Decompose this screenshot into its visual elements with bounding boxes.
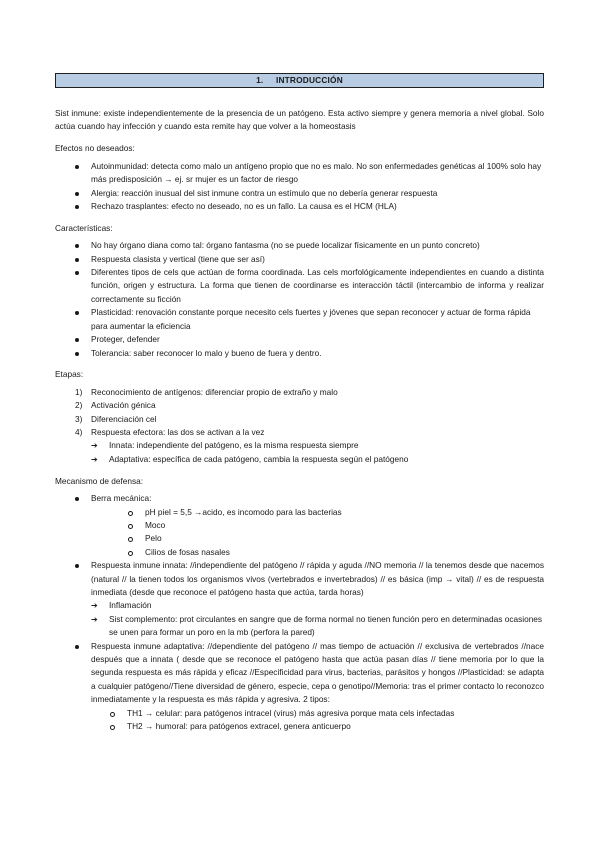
list-item: Plasticidad: renovación constante porque necesito cels fuertes y jóvenes que sepan reconocer y actuar de forma rápida para aumentar la eficiencia (55, 306, 544, 333)
arrow-item: ➔ Adaptativa: específica de cada patógeno, cambia la respuesta según el patógeno (91, 453, 544, 466)
list-item (55, 399, 544, 412)
list-item (55, 386, 544, 399)
barrera-label: Berra mecánica: (91, 493, 152, 504)
efectos-list (55, 160, 544, 214)
sub-item: pH piel = 5,5 →acido, es incomodo para las bacterias (127, 506, 544, 519)
list-item (55, 640, 544, 734)
list-item (55, 559, 544, 639)
list-item: Diferentes tipos de cels que actúan de forma coordinada. Las cels morfológicamente independientes en cuando a distinta función, origen y estructura. La forma que tienen de coordinarse es interacción táctil (intercambio de informa y realizar correctamente su ficción (55, 266, 544, 306)
adaptativa-text: Respuesta inmune adaptativa: //dependiente del patógeno // mas tiempo de actuación // exclusiva de vertebrados //nace después que a innata ( desde que se reconoce el patógeno hasta que actúa pasan días // tiene memoria por lo que la segunda respuesta es más rápida y eficaz //Especificidad para virus, bacterias, parásitos y hongos //Plasticidad: se adapta a cualquier patógeno//Tiene diversidad de género, especie, cepa o genotipo//Memoria: tras el primer contacto lo reconozco inmediatamente y la respuesta es más rápida y agresiva. 2 tipos: (91, 640, 544, 705)
caracteristicas-list (55, 239, 544, 360)
sub-item: TH1 → celular: para patógenos intracel (virus) más agresiva porque mata cels infectadas (109, 707, 544, 720)
efectos-heading: Efectos no deseados: (55, 143, 135, 154)
list-item: No hay órgano diana como tal: órgano fantasma (no se puede localizar físicamente en un punto concreto) (55, 239, 544, 252)
barrera-sublist (127, 506, 544, 560)
step-text: Diferenciación cel (91, 413, 157, 424)
etapas-list (55, 386, 544, 440)
step-number: 3) (75, 413, 83, 424)
list-item (55, 426, 544, 439)
section-title-bar (55, 73, 544, 88)
innata-arrow-list (91, 599, 544, 639)
section-title: INTRODUCCIÓN (275, 75, 343, 85)
sub-item: Pelo (127, 532, 544, 545)
arrow-item: ➔ Innata: independiente del patógeno, es la misma respuesta siempre (91, 439, 544, 452)
intro-paragraph: Sist inmune: existe independientemente de la presencia de un patógeno. Esta activo siempre y genera memoria a nivel global. Solo actúa cuando hay infección y cuando esta remite hay que volver a la homeostasis (55, 108, 544, 132)
etapas-arrow-list (91, 439, 544, 466)
adaptativa-sublist (109, 707, 544, 734)
arrow-item: ➔ Inflamación (91, 599, 544, 612)
step-text: Activación génica (91, 400, 156, 411)
list-item: Proteger, defender (55, 333, 544, 346)
step-number: 2) (75, 400, 83, 411)
mecanismo-list (55, 492, 544, 733)
innata-text: Respuesta inmune innata: //independiente del patógeno // rápida y aguda //NO memoria // la tenemos desde que nacemos (natural // la tienen todos los organismos vivos (vertebrados e invertebrados) // es básica (imp → vital) // es de respuesta inmediata (desde que reconoce el patógeno hasta que actúa, tarda horas) (91, 560, 544, 597)
step-text: Respuesta efectora: las dos se activan a la vez (91, 427, 265, 438)
sub-item: Moco (127, 519, 544, 532)
step-text: Reconocimiento de antígenos: diferenciar propio de extraño y malo (91, 386, 338, 397)
list-item: Rechazo trasplantes: efecto no deseado, no es un fallo. La causa es el HCM (HLA) (55, 200, 544, 213)
mecanismo-heading: Mecanismo de defensa: (55, 475, 144, 486)
list-item (55, 492, 544, 559)
sub-item: TH2 → humoral: para patógenos extracel, genera anticuerpo (109, 720, 544, 733)
etapas-heading: Etapas: (55, 369, 84, 380)
list-item: Autoinmunidad: detecta como malo un antígeno propio que no es malo. No son enfermedades genéticas al 100% solo hay más predisposición → ej. sr mujer es un factor de riesgo (55, 160, 544, 187)
list-item: Alergia: reacción inusual del sist inmune contra un estímulo que no debería generar respuesta (55, 187, 544, 200)
step-number: 1) (75, 386, 83, 397)
list-item (55, 413, 544, 426)
section-number: 1. (256, 75, 264, 85)
step-number: 4) (75, 427, 83, 438)
list-item: Tolerancia: saber reconocer lo malo y bueno de fuera y dentro. (55, 347, 544, 360)
arrow-item: ➔ Sist complemento: prot circulantes en sangre que de forma normal no tienen función pero en determinadas ocasiones se unen para formar un poro en la mb (perfora la pared) (91, 613, 544, 640)
caracteristicas-heading: Características: (55, 222, 113, 233)
sub-item: Cilios de fosas nasales (127, 546, 544, 559)
list-item: Respuesta clasista y vertical (tiene que ser así) (55, 253, 544, 266)
document-content (55, 107, 544, 733)
